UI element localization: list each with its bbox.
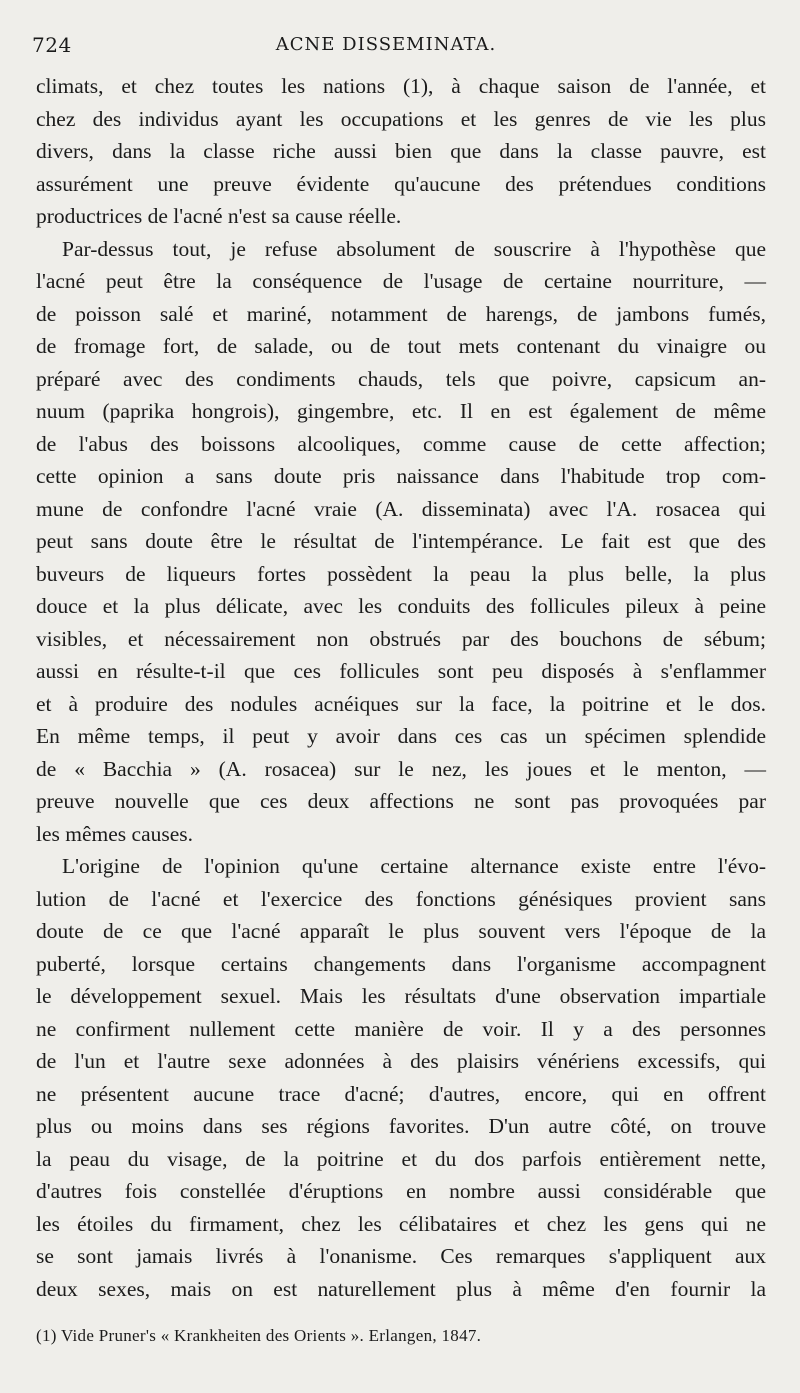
text-line: de l'un et l'autre sexe adonnées à des plaisirs vénériens excessifs, qui [36,1049,766,1073]
text-line: visibles, et nécessairement non obstrués par des bouchons de sébum; [36,626,766,651]
text-line: l'acné peut être la conséquence de l'usage de certaine nourriture, — [36,269,766,293]
text-line: de poisson salé et mariné, notamment de harengs, de jambons fumés, [36,301,766,326]
footnote: (1) Vide Pruner's « Krankheiten des Orients ». Erlangen, 1847. [36,1326,482,1345]
text-line: deux sexes, mais on est naturellement plus à même d'en fournir la [36,1276,766,1301]
text-line: doute de ce que l'acné apparaît le plus souvent vers l'époque de la [36,919,766,943]
text-line: puberté, lorsque certains changements dans l'organisme accompagnent [36,951,766,976]
text-line: preuve nouvelle que ces deux affections ne sont pas provoquées par [36,789,766,813]
text-line: le développement sexuel. Mais les résultats d'une observation impartiale [36,984,766,1008]
text-line: productrices de l'acné n'est sa cause réelle. [36,204,402,228]
text-line: ne présentent aucune trace d'acné; d'autres, encore, qui en offrent [36,1081,766,1106]
text-line: divers, dans la classe riche aussi bien que dans la classe pauvre, est [36,139,766,163]
text-line: les étoiles du firmament, chez les célibataires et chez les gens qui ne [36,1211,766,1236]
text-line: buveurs de liqueurs fortes possèdent la peau la plus belle, la plus [36,561,766,586]
text-line: la peau du visage, de la poitrine et du dos parfois entièrement nette, [36,1146,766,1171]
text-line: climats, et chez toutes les nations (1), à chaque saison de l'année, et [36,74,766,98]
running-title: ACNE DISSEMINATA. [275,34,497,55]
text-line: et à produire des nodules acnéiques sur la face, la poitrine et le dos. [36,691,766,716]
text-line: de l'abus des boissons alcooliques, comme cause de cette affection; [36,431,766,456]
text-line: préparé avec des condiments chauds, tels que poivre, capsicum an- [36,366,766,391]
text-line: plus ou moins dans ses régions favorites. D'un autre côté, on trouve [36,1114,766,1138]
text-line: lution de l'acné et l'exercice des fonctions génésiques provient sans [36,886,766,911]
body-text [36,70,766,1305]
text-line: assurément une preuve évidente qu'aucune des prétendues conditions [36,171,766,196]
text-line: chez des individus ayant les occupations et les genres de vie les plus [36,106,766,131]
text-line: peut sans doute être le résultat de l'intempérance. Le fait est que des [36,529,766,553]
text-line: d'autres fois constellée d'éruptions en nombre aussi considérable que [36,1179,766,1203]
text-line: se sont jamais livrés à l'onanisme. Ces remarques s'appliquent aux [36,1244,766,1268]
text-line: mune de confondre l'acné vraie (A. disseminata) avec l'A. rosacea qui [36,496,766,521]
text-line: En même temps, il peut y avoir dans ces cas un spécimen splendide [36,724,766,748]
text-line: de « Bacchia » (A. rosacea) sur le nez, les joues et le menton, — [36,756,766,781]
text-line: Par-dessus tout, je refuse absolument de souscrire à l'hypothèse que [62,236,766,261]
paragraph [36,850,766,1305]
page-number: 724 [32,33,72,57]
text-line: aussi en résulte-t-il que ces follicules sont peu disposés à s'enflammer [36,659,766,683]
text-line: cette opinion a sans doute pris naissance dans l'habitude trop com- [36,464,766,488]
page-header [32,30,740,60]
text-line: L'origine de l'opinion qu'une certaine alternance existe entre l'évo- [62,854,766,878]
text-line: ne confirment nullement cette manière de voir. Il y a des personnes [36,1016,766,1041]
paragraph [36,70,766,233]
paragraph [36,233,766,851]
text-line: les mêmes causes. [36,821,194,846]
text-line: douce et la plus délicate, avec les conduits des follicules pileux à peine [36,594,766,618]
text-line: de fromage fort, de salade, ou de tout mets contenant du vinaigre ou [36,334,766,358]
text-line: nuum (paprika hongrois), gingembre, etc. Il en est également de même [36,399,766,423]
